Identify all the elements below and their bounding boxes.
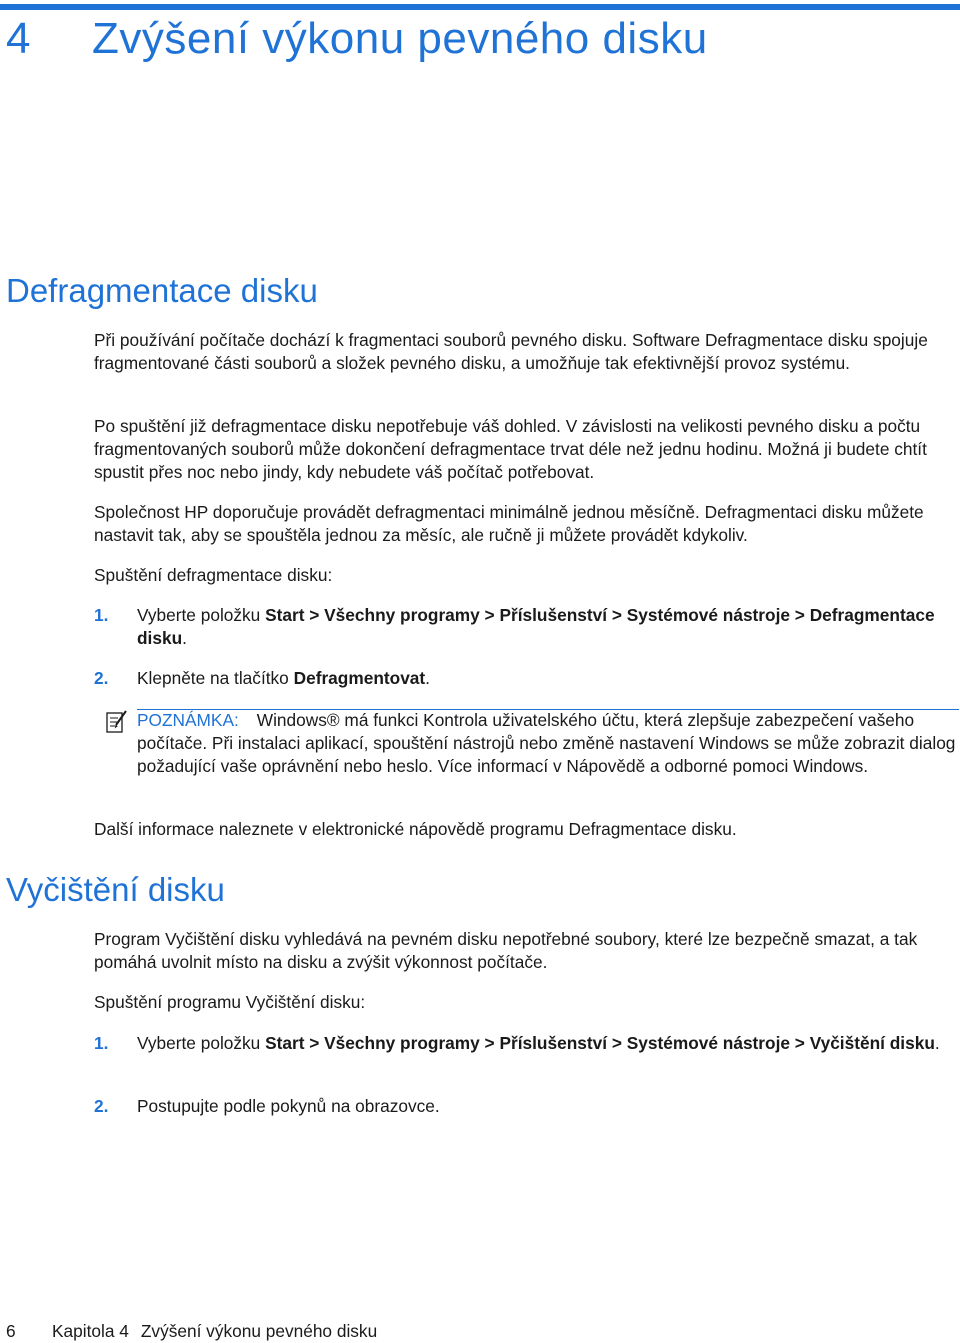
note-pencil-icon	[106, 710, 128, 734]
step-suffix: .	[425, 668, 430, 688]
defrag-step-1-number: 1.	[94, 605, 109, 625]
cleanup-step-1	[137, 1032, 960, 1055]
defrag-steps-intro: Spuštění defragmentace disku:	[94, 565, 333, 585]
defrag-paragraph-2: Po spuštění již defragmentace disku nepotřebuje váš dohled. V závislosti na velikosti pevného disku a počtu fragmentovaných souborů může dokončení defragmentace trvat déle než jednu hodinu. Možná ji budete chtít spustit přes noc nebo jindy, kdy nebudete váš počítač potřebovat.	[94, 416, 927, 483]
defrag-paragraph-1: Při používání počítače dochází k fragmentaci souborů pevného disku. Software Defragmentace disku spojuje fragmentované části souborů a složek pevného disku, a umožňuje tak efektivnější provoz systému.	[94, 330, 928, 374]
defrag-step-1	[137, 604, 960, 650]
step-text: Vyberte položku	[137, 1033, 266, 1053]
cleanup-paragraph-1: Program Vyčištění disku vyhledává na pevném disku nepotřebné soubory, které lze bezpečně smazat, a tak pomáhá uvolnit místo na disku a zvýšit výkonnost počítače.	[94, 929, 918, 973]
defrag-step-2	[137, 667, 960, 690]
note-block	[137, 709, 960, 779]
page-footer	[6, 1320, 377, 1343]
chapter-title	[6, 14, 708, 64]
menu-path: Start > Všechny programy > Příslušenství > Systémové nástroje > Defragmentace disku	[137, 605, 935, 649]
cleanup-step-1-number: 1.	[94, 1033, 109, 1053]
step-suffix: .	[934, 1033, 940, 1053]
cleanup-step-2-number: 2.	[94, 1096, 109, 1116]
footer-chapter-label: Kapitola 4	[52, 1321, 129, 1341]
step-text: Vyberte položku	[137, 605, 266, 625]
defrag-paragraph-3: Společnost HP doporučuje provádět defragmentaci minimálně jednou měsíčně. Defragmentaci disku můžete nastavit tak, aby se spouštěla jednou za měsíc, ale ručně ji můžete provádět kdykoliv.	[94, 502, 924, 546]
section-heading-cleanup: Vyčištění disku	[6, 871, 225, 908]
step-text: Klepněte na tlačítko	[137, 668, 294, 688]
defrag-step-2-number: 2.	[94, 668, 109, 688]
button-name: Defragmentovat	[293, 668, 426, 688]
menu-path: Start > Všechny programy > Příslušenství > Systémové nástroje > Vyčištění disku	[265, 1033, 935, 1053]
step-suffix: .	[182, 628, 187, 649]
section-heading-defrag: Defragmentace disku	[6, 272, 318, 309]
cleanup-steps-intro: Spuštění programu Vyčištění disku:	[94, 992, 366, 1012]
footer-chapter-title: Zvýšení výkonu pevného disku	[140, 1321, 378, 1341]
note-text: Windows® má funkci Kontrola uživatelského účtu, která zlepšuje zabezpečení vašeho počítače. Při instalaci aplikací, spouštění nástrojů nebo změně nastavení Windows se může zobrazit dialog požadující vaše oprávnění nebo heslo. Více informací v Nápovědě a odborné pomoci Windows.	[137, 710, 956, 777]
chapter-title-text: Zvýšení výkonu pevného disku	[92, 14, 708, 63]
chapter-number: 4	[6, 14, 31, 63]
defrag-more-info: Další informace naleznete v elektronické nápovědě programu Defragmentace disku.	[94, 819, 737, 839]
page-number: 6	[6, 1321, 16, 1341]
note-label: POZNÁMKA:	[137, 710, 239, 730]
header-rule	[0, 4, 960, 10]
cleanup-step-2: Postupujte podle pokynů na obrazovce.	[137, 1096, 440, 1116]
